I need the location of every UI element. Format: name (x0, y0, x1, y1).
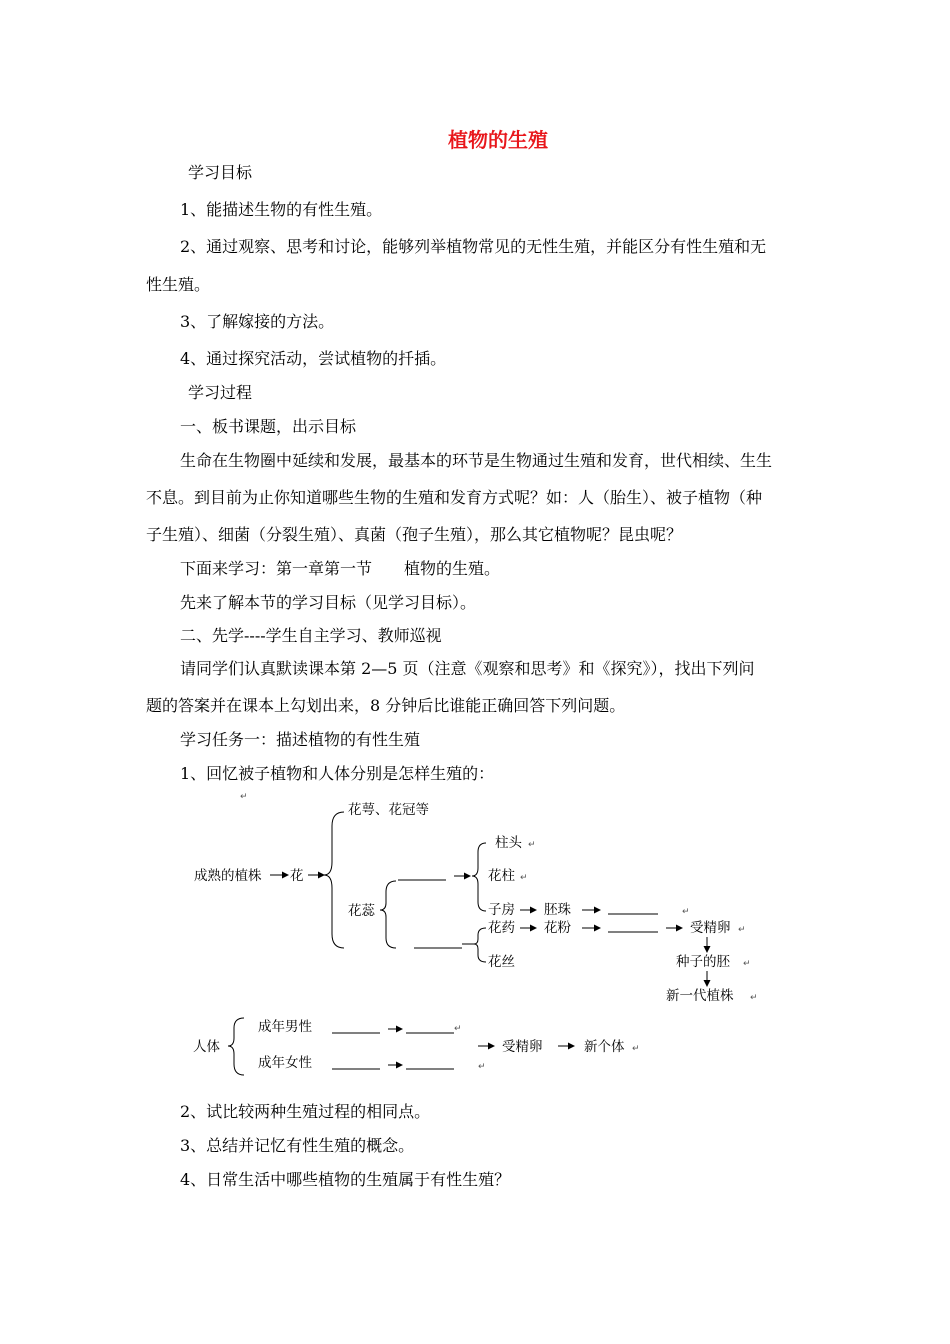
brace (472, 843, 486, 911)
goal-item: 4、通过探究活动，尝试植物的扦插。 (180, 349, 447, 368)
return-mark: ↵ (454, 1024, 462, 1034)
return-mark: ↵ (750, 993, 758, 1003)
label-style: 花柱 (488, 868, 515, 884)
return-mark: ↵ (682, 907, 690, 917)
label-ovule: 胚珠 (544, 902, 571, 918)
label-new-plant: 新一代植株 (666, 988, 734, 1004)
paragraph-line: 生命在生物圈中延续和发展，最基本的环节是生物通过生殖和发育，世代相续、生生 (180, 451, 773, 470)
section-heading: 一、板书课题，出示目标 (180, 417, 357, 436)
label-stigma: 柱头 (495, 835, 522, 851)
label-plant: 成熟的植株 (194, 868, 262, 884)
return-mark: ↵ (520, 873, 528, 883)
brace (380, 881, 396, 948)
label-fertilized-egg: 受精卵 (690, 920, 731, 936)
brace (324, 812, 344, 948)
goal-item: 性生殖。 (146, 275, 211, 294)
label-sepal-petal: 花萼、花冠等 (348, 802, 429, 818)
label-flower: 花 (290, 868, 304, 884)
goals-heading: 学习目标 (188, 163, 253, 182)
return-mark: ↵ (738, 925, 746, 935)
label-new-individual: 新个体 (584, 1039, 625, 1055)
brace (228, 1018, 244, 1075)
brace (474, 928, 486, 962)
question-item: 3、总结并记忆有性生殖的概念。 (180, 1136, 415, 1155)
goal-item: 1、能描述生物的有性生殖。 (180, 200, 383, 219)
label-anther: 花药 (488, 920, 515, 936)
return-mark: ↵ (478, 1062, 486, 1072)
label-stamen-pistil: 花蕊 (348, 903, 375, 919)
paragraph-line: 题的答案并在课本上勾划出来，8 分钟后比谁能正确回答下列问题。 (146, 696, 626, 715)
question-item: 2、试比较两种生殖过程的相同点。 (180, 1102, 431, 1121)
label-human: 人体 (193, 1039, 220, 1055)
return-mark: ↵ (240, 792, 248, 802)
label-ovary: 子房 (488, 902, 515, 918)
page-title: 植物的生殖 (448, 128, 548, 152)
goal-item: 2、通过观察、思考和讨论，能够列举植物常见的无性生殖，并能区分有性生殖和无 (180, 237, 767, 256)
task-heading: 学习任务一：描述植物的有性生殖 (180, 730, 421, 749)
paragraph-line: 请同学们认真默读课本第 2—5 页（注意《观察和思考》和《探究》），找出下列问 (180, 659, 755, 678)
paragraph-line: 下面来学习：第一章第一节 植物的生殖。 (180, 559, 501, 578)
question-item: 1、回忆被子植物和人体分别是怎样生殖的： (180, 764, 495, 783)
label-pollen: 花粉 (544, 920, 571, 936)
paragraph-line: 不息。到目前为止你知道哪些生物的生殖和发育方式呢？如：人（胎生）、被子植物（种 (146, 488, 763, 507)
return-mark: ↵ (743, 959, 751, 969)
label-adult-male: 成年男性 (258, 1019, 312, 1035)
process-heading: 学习过程 (188, 383, 253, 402)
return-mark: ↵ (632, 1044, 640, 1054)
label-filament: 花丝 (488, 954, 515, 970)
return-mark: ↵ (528, 840, 536, 850)
label-human-zygote: 受精卵 (502, 1039, 543, 1055)
label-embryo: 种子的胚 (676, 954, 730, 970)
goal-item: 3、了解嫁接的方法。 (180, 312, 335, 331)
section-heading: 二、先学----学生自主学习、教师巡视 (180, 626, 442, 645)
question-item: 4、日常生活中哪些植物的生殖属于有性生殖？ (180, 1170, 511, 1189)
label-adult-female: 成年女性 (258, 1055, 312, 1071)
paragraph-line: 子生殖）、细菌（分裂生殖）、真菌（孢子生殖），那么其它植物呢？昆虫呢？ (146, 525, 683, 544)
paragraph-line: 先来了解本节的学习目标（见学习目标）。 (180, 593, 477, 612)
